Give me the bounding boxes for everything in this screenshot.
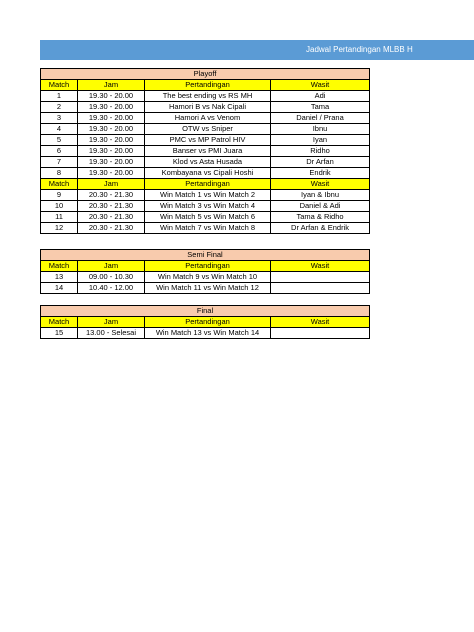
cell-wasit[interactable]: Dr Arfan <box>271 157 370 168</box>
cell-jam[interactable]: 13.00 - Selesai <box>78 328 145 339</box>
header-jam[interactable]: Jam <box>78 317 145 328</box>
table-row <box>41 328 370 339</box>
table-row <box>41 91 370 102</box>
cell-match[interactable]: 7 <box>41 157 78 168</box>
cell-wasit[interactable]: Adi <box>271 91 370 102</box>
header-pertandingan[interactable]: Pertandingan <box>145 317 271 328</box>
cell-pertandingan[interactable]: OTW vs Sniper <box>145 124 271 135</box>
header-match[interactable]: Match <box>41 317 78 328</box>
table-row <box>41 223 370 234</box>
cell-jam[interactable]: 19.30 - 20.00 <box>78 113 145 124</box>
header-match[interactable]: Match <box>41 261 78 272</box>
table-row <box>41 157 370 168</box>
cell-pertandingan[interactable]: Win Match 13 vs Win Match 14 <box>145 328 271 339</box>
section-title-final[interactable]: Final <box>41 306 370 317</box>
cell-jam[interactable]: 20.30 - 21.30 <box>78 201 145 212</box>
cell-match[interactable]: 5 <box>41 135 78 146</box>
section-title-semifinal[interactable]: Semi Final <box>41 250 370 261</box>
table-row <box>41 124 370 135</box>
cell-match[interactable]: 10 <box>41 201 78 212</box>
cell-jam[interactable]: 19.30 - 20.00 <box>78 146 145 157</box>
header-row <box>41 179 370 190</box>
cell-jam[interactable]: 19.30 - 20.00 <box>78 157 145 168</box>
cell-wasit[interactable]: Iyan <box>271 135 370 146</box>
cell-wasit[interactable] <box>271 283 370 294</box>
cell-jam[interactable]: 19.30 - 20.00 <box>78 102 145 113</box>
cell-match[interactable]: 9 <box>41 190 78 201</box>
header-jam[interactable]: Jam <box>78 179 145 190</box>
header-row <box>41 80 370 91</box>
cell-wasit[interactable]: Iyan & Ibnu <box>271 190 370 201</box>
cell-jam[interactable]: 09.00 - 10.30 <box>78 272 145 283</box>
cell-jam[interactable]: 19.30 - 20.00 <box>78 135 145 146</box>
cell-match[interactable]: 8 <box>41 168 78 179</box>
cell-wasit[interactable]: Tama <box>271 102 370 113</box>
cell-pertandingan[interactable]: Win Match 3 vs Win Match 4 <box>145 201 271 212</box>
cell-pertandingan[interactable]: Hamori A vs Venom <box>145 113 271 124</box>
cell-match[interactable]: 11 <box>41 212 78 223</box>
table-row <box>41 283 370 294</box>
table-row <box>41 190 370 201</box>
header-wasit[interactable]: Wasit <box>271 80 370 91</box>
table-row <box>41 201 370 212</box>
final-table <box>40 305 370 339</box>
header-match[interactable]: Match <box>41 80 78 91</box>
header-row <box>41 261 370 272</box>
cell-wasit[interactable] <box>271 272 370 283</box>
header-wasit[interactable]: Wasit <box>271 317 370 328</box>
cell-jam[interactable]: 19.30 - 20.00 <box>78 124 145 135</box>
cell-jam[interactable]: 20.30 - 21.30 <box>78 190 145 201</box>
cell-match[interactable]: 2 <box>41 102 78 113</box>
cell-match[interactable]: 13 <box>41 272 78 283</box>
cell-pertandingan[interactable]: The best ending vs RS MH <box>145 91 271 102</box>
section-title-playoff[interactable]: Playoff <box>41 69 370 80</box>
table-row <box>41 272 370 283</box>
header-jam[interactable]: Jam <box>78 261 145 272</box>
table-row <box>41 135 370 146</box>
cell-match[interactable]: 12 <box>41 223 78 234</box>
cell-pertandingan[interactable]: PMC vs MP Patrol HIV <box>145 135 271 146</box>
table-row <box>41 113 370 124</box>
header-wasit[interactable]: Wasit <box>271 261 370 272</box>
cell-jam[interactable]: 19.30 - 20.00 <box>78 168 145 179</box>
cell-wasit[interactable] <box>271 328 370 339</box>
cell-match[interactable]: 3 <box>41 113 78 124</box>
header-jam[interactable]: Jam <box>78 80 145 91</box>
cell-pertandingan[interactable]: Banser vs PMI Juara <box>145 146 271 157</box>
table-row <box>41 168 370 179</box>
cell-wasit[interactable]: Ibnu <box>271 124 370 135</box>
header-pertandingan[interactable]: Pertandingan <box>145 179 271 190</box>
playoff-table <box>40 68 370 234</box>
cell-pertandingan[interactable]: Win Match 11 vs Win Match 12 <box>145 283 271 294</box>
cell-pertandingan[interactable]: Klod vs Asta Husada <box>145 157 271 168</box>
cell-wasit[interactable]: Daniel / Prana <box>271 113 370 124</box>
table-row <box>41 146 370 157</box>
cell-match[interactable]: 14 <box>41 283 78 294</box>
cell-pertandingan[interactable]: Win Match 5 vs Win Match 6 <box>145 212 271 223</box>
cell-match[interactable]: 6 <box>41 146 78 157</box>
sheet-title-banner <box>40 40 474 60</box>
cell-jam[interactable]: 20.30 - 21.30 <box>78 223 145 234</box>
cell-pertandingan[interactable]: Win Match 9 vs Win Match 10 <box>145 272 271 283</box>
table-row <box>41 102 370 113</box>
cell-wasit[interactable]: Ridho <box>271 146 370 157</box>
cell-pertandingan[interactable]: Win Match 1 vs Win Match 2 <box>145 190 271 201</box>
table-row <box>41 212 370 223</box>
cell-pertandingan[interactable]: Win Match 7 vs Win Match 8 <box>145 223 271 234</box>
cell-wasit[interactable]: Dr Arfan & Endrik <box>271 223 370 234</box>
cell-wasit[interactable]: Endrik <box>271 168 370 179</box>
cell-jam[interactable]: 20.30 - 21.30 <box>78 212 145 223</box>
semifinal-table <box>40 249 370 294</box>
header-wasit[interactable]: Wasit <box>271 179 370 190</box>
cell-pertandingan[interactable]: Kombayana vs Cipali Hoshi <box>145 168 271 179</box>
sheet-title: Jadwal Pertandingan MLBB H <box>306 45 413 54</box>
cell-match[interactable]: 4 <box>41 124 78 135</box>
cell-wasit[interactable]: Tama & Ridho <box>271 212 370 223</box>
cell-wasit[interactable]: Daniel & Adi <box>271 201 370 212</box>
cell-match[interactable]: 15 <box>41 328 78 339</box>
cell-jam[interactable]: 10.40 - 12.00 <box>78 283 145 294</box>
cell-pertandingan[interactable]: Hamori B vs Nak Cipali <box>145 102 271 113</box>
header-pertandingan[interactable]: Pertandingan <box>145 80 271 91</box>
header-row <box>41 317 370 328</box>
header-pertandingan[interactable]: Pertandingan <box>145 261 271 272</box>
cell-jam[interactable]: 19.30 - 20.00 <box>78 91 145 102</box>
cell-match[interactable]: 1 <box>41 91 78 102</box>
header-match[interactable]: Match <box>41 179 78 190</box>
